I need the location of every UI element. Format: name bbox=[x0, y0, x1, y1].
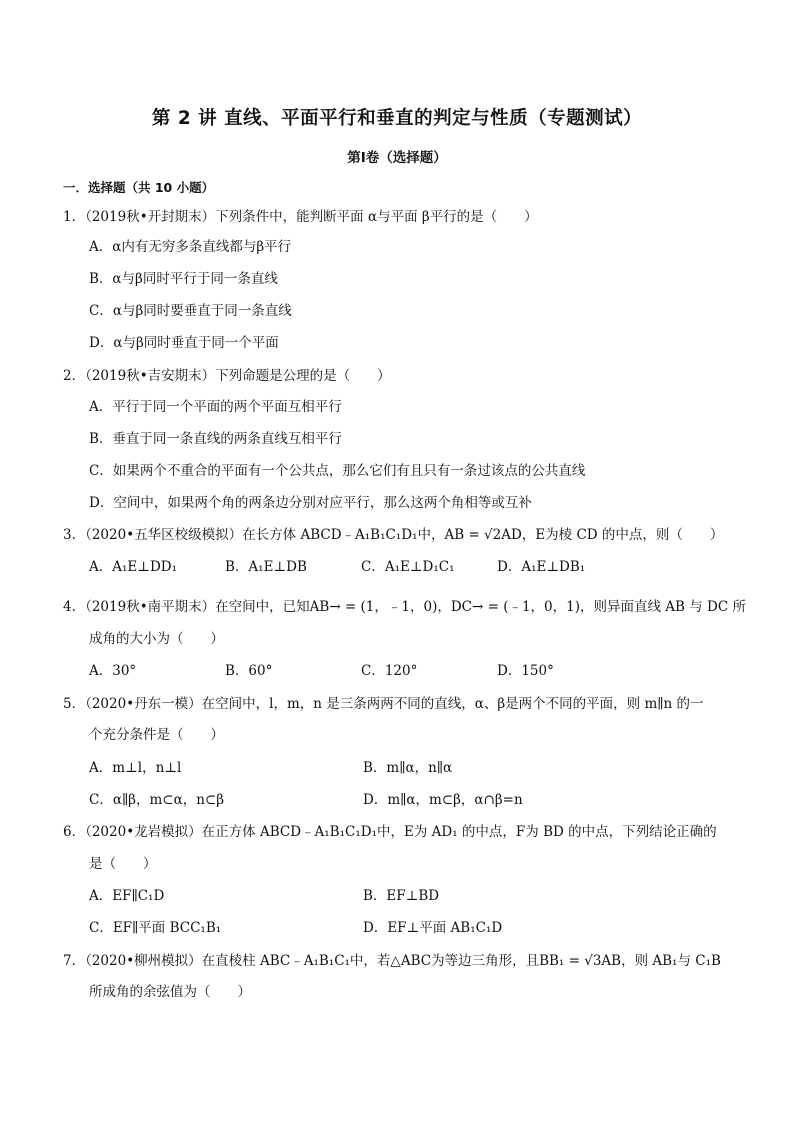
question-6-options-row-1 bbox=[89, 886, 729, 906]
question-4-stem: 4．（2019秋•南平期末）在空间中，已知AB→ = (1，﹣1，0)，DC→ = (﹣1，0，1)，则异面直线 AB 与 DC 所 bbox=[63, 599, 746, 615]
question-2-option-b: B．垂直于同一条直线的两条直线互相平行 bbox=[89, 431, 342, 447]
question-3-option-c: C．A₁E⊥D₁C₁ bbox=[361, 559, 455, 575]
question-4-options bbox=[89, 661, 729, 681]
page-title: 第 2 讲 直线、平面平行和垂直的判定与性质（专题测试） bbox=[151, 108, 643, 129]
question-1-option-a: A．α内有无穷多条直线都与β平行 bbox=[89, 239, 292, 255]
question-3-stem: 3．（2020•五华区校级模拟）在长方体 ABCD﹣A₁B₁C₁D₁中，AB = √2AD，E为棱 CD 的中点，则（ ） bbox=[63, 527, 724, 543]
question-2-option-c: C．如果两个不重合的平面有一个公共点，那么它们有且只有一条过该点的公共直线 bbox=[89, 463, 586, 479]
question-5-stem: 5．（2020•丹东一模）在空间中，l，m，n 是三条两两不同的直线，α、β是两个不同的平面，则 m∥n 的一 bbox=[63, 696, 704, 712]
question-6-stem: 6．（2020•龙岩模拟）在正方体 ABCD﹣A₁B₁C₁D₁中，E为 AD₁ 的中点，F为 BD 的中点，下列结论正确的 bbox=[63, 824, 717, 840]
section-heading: 一．选择题（共 10 小题） bbox=[63, 180, 215, 195]
section-subtitle: 第Ⅰ卷（选择题） bbox=[347, 150, 447, 166]
question-4-option-b: B．60° bbox=[225, 663, 273, 679]
question-6-option-b: B．EF⊥BD bbox=[363, 888, 440, 904]
question-5-option-c: C．α∥β，m⊂α，n⊂β bbox=[89, 792, 225, 808]
question-3-option-b: B．A₁E⊥DB bbox=[225, 559, 307, 575]
question-2-stem: 2．（2019秋•吉安期末）下列命题是公理的是（ ） bbox=[63, 368, 391, 384]
question-1-option-c: C．α与β同时要垂直于同一条直线 bbox=[89, 303, 292, 319]
question-1-option-d: D．α与β同时垂直于同一个平面 bbox=[89, 335, 279, 351]
question-2-option-d: D．空间中，如果两个角的两条边分别对应平行，那么这两个角相等或互补 bbox=[89, 495, 532, 511]
question-7-stem: 7．（2020•柳州模拟）在直棱柱 ABC﹣A₁B₁C₁中，若△ABC为等边三角形，且BB₁ = √3AB，则 AB₁与 C₁B bbox=[63, 953, 721, 969]
question-5-options-row-2 bbox=[89, 790, 729, 810]
question-6-stem-continued: 是（ ） bbox=[89, 856, 157, 872]
question-3-option-d: D．A₁E⊥DB₁ bbox=[497, 559, 586, 575]
question-6-option-d: D．EF⊥平面 AB₁C₁D bbox=[363, 920, 503, 936]
question-4-option-c: C．120° bbox=[361, 663, 418, 679]
question-6-option-c: C．EF∥平面 BCC₁B₁ bbox=[89, 920, 222, 936]
question-4-stem-continued: 成角的大小为（ ） bbox=[89, 631, 224, 647]
question-6-option-a: A．EF∥C₁D bbox=[89, 888, 165, 904]
question-5-option-b: B．m∥α，n∥α bbox=[363, 760, 453, 776]
question-1-stem: 1．（2019秋•开封期末）下列条件中，能判断平面 α与平面 β平行的是（ ） bbox=[63, 209, 538, 225]
question-5-options-row-1 bbox=[89, 758, 729, 778]
question-6-options-row-2 bbox=[89, 918, 729, 938]
question-5-option-a: A．m⊥l，n⊥l bbox=[89, 760, 182, 776]
question-2-option-a: A．平行于同一个平面的两个平面互相平行 bbox=[89, 399, 342, 415]
question-5-option-d: D．m∥α，m⊂β，α∩β=n bbox=[363, 792, 523, 808]
question-5-stem-continued: 个充分条件是（ ） bbox=[89, 727, 224, 743]
question-1-option-b: B．α与β同时平行于同一条直线 bbox=[89, 271, 278, 287]
question-4-option-a: A．30° bbox=[89, 663, 137, 679]
question-4-option-d: D．150° bbox=[497, 663, 554, 679]
question-7-stem-continued: 所成角的余弦值为（ ） bbox=[89, 984, 251, 1000]
question-3-option-a: A．A₁E⊥DD₁ bbox=[89, 559, 178, 575]
question-3-options bbox=[89, 557, 729, 577]
